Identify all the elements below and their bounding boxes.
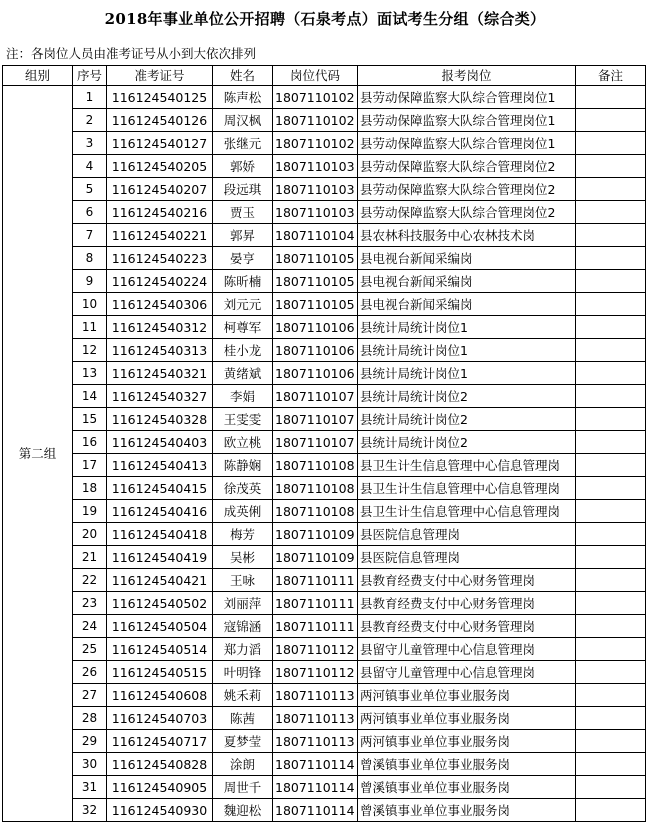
post-cell: 县劳动保障监察大队综合管理岗位1 xyxy=(358,86,576,109)
remark-cell xyxy=(576,454,646,477)
exam-id-cell: 116124540306 xyxy=(107,293,213,316)
post-code-cell: 1807110107 xyxy=(273,431,358,454)
post-cell: 县教育经费支付中心财务管理岗 xyxy=(358,569,576,592)
header-post: 报考岗位 xyxy=(358,66,576,86)
name-cell: 陈昕楠 xyxy=(213,270,273,293)
name-cell: 叶明锋 xyxy=(213,661,273,684)
post-cell: 县劳动保障监察大队综合管理岗位2 xyxy=(358,155,576,178)
remark-cell xyxy=(576,431,646,454)
post-code-cell: 1807110107 xyxy=(273,385,358,408)
seq-cell: 11 xyxy=(73,316,107,339)
exam-id-cell: 116124540415 xyxy=(107,477,213,500)
header-seq: 序号 xyxy=(73,66,107,86)
table-row xyxy=(3,132,646,155)
post-cell: 曾溪镇事业单位事业服务岗 xyxy=(358,799,576,822)
table-row xyxy=(3,86,646,109)
exam-id-cell: 116124540313 xyxy=(107,339,213,362)
exam-id-cell: 116124540327 xyxy=(107,385,213,408)
post-code-cell: 1807110114 xyxy=(273,799,358,822)
seq-cell: 13 xyxy=(73,362,107,385)
remark-cell xyxy=(576,339,646,362)
seq-cell: 12 xyxy=(73,339,107,362)
post-cell: 两河镇事业单位事业服务岗 xyxy=(358,684,576,707)
table-row xyxy=(3,201,646,224)
table-row xyxy=(3,408,646,431)
post-cell: 曾溪镇事业单位事业服务岗 xyxy=(358,776,576,799)
sort-note: 注：各岗位人员由准考证号从小到大依次排列 xyxy=(6,46,257,61)
table-row xyxy=(3,546,646,569)
seq-cell: 28 xyxy=(73,707,107,730)
name-cell: 刘元元 xyxy=(213,293,273,316)
seq-cell: 9 xyxy=(73,270,107,293)
name-cell: 郑力滔 xyxy=(213,638,273,661)
candidate-table xyxy=(2,65,646,822)
seq-cell: 3 xyxy=(73,132,107,155)
name-cell: 寇锦涵 xyxy=(213,615,273,638)
exam-id-cell: 116124540828 xyxy=(107,753,213,776)
post-cell: 曾溪镇事业单位事业服务岗 xyxy=(358,753,576,776)
name-cell: 晏亨 xyxy=(213,247,273,270)
table-row xyxy=(3,339,646,362)
exam-id-cell: 116124540321 xyxy=(107,362,213,385)
exam-id-cell: 116124540127 xyxy=(107,132,213,155)
exam-id-cell: 116124540224 xyxy=(107,270,213,293)
table-row xyxy=(3,431,646,454)
post-code-cell: 1807110112 xyxy=(273,638,358,661)
remark-cell xyxy=(576,776,646,799)
table-row xyxy=(3,753,646,776)
remark-cell xyxy=(576,684,646,707)
seq-cell: 8 xyxy=(73,247,107,270)
post-cell: 县电视台新闻采编岗 xyxy=(358,293,576,316)
seq-cell: 15 xyxy=(73,408,107,431)
remark-cell xyxy=(576,615,646,638)
table-row xyxy=(3,155,646,178)
exam-id-cell: 116124540502 xyxy=(107,592,213,615)
header-group: 组别 xyxy=(3,66,73,86)
seq-cell: 24 xyxy=(73,615,107,638)
table-header-row xyxy=(3,66,646,86)
post-code-cell: 1807110105 xyxy=(273,270,358,293)
seq-cell: 19 xyxy=(73,500,107,523)
table-row xyxy=(3,477,646,500)
document-title: 2018年事业单位公开招聘（石泉考点）面试考生分组（综合类） xyxy=(104,10,546,28)
seq-cell: 14 xyxy=(73,385,107,408)
name-cell: 梅芳 xyxy=(213,523,273,546)
post-code-cell: 1807110108 xyxy=(273,500,358,523)
post-cell: 县卫生计生信息管理中心信息管理岗 xyxy=(358,454,576,477)
table-row xyxy=(3,385,646,408)
header-post-code: 岗位代码 xyxy=(273,66,358,86)
name-cell: 郭娇 xyxy=(213,155,273,178)
post-code-cell: 1807110105 xyxy=(273,247,358,270)
post-code-cell: 1807110106 xyxy=(273,362,358,385)
post-cell: 县电视台新闻采编岗 xyxy=(358,247,576,270)
name-cell: 魏迎松 xyxy=(213,799,273,822)
name-cell: 段远琪 xyxy=(213,178,273,201)
name-cell: 桂小龙 xyxy=(213,339,273,362)
remark-cell xyxy=(576,753,646,776)
post-cell: 两河镇事业单位事业服务岗 xyxy=(358,730,576,753)
post-code-cell: 1807110111 xyxy=(273,592,358,615)
name-cell: 陈茜 xyxy=(213,707,273,730)
name-cell: 黄绪斌 xyxy=(213,362,273,385)
name-cell: 贾玉 xyxy=(213,201,273,224)
remark-cell xyxy=(576,500,646,523)
exam-id-cell: 116124540328 xyxy=(107,408,213,431)
remark-cell xyxy=(576,477,646,500)
seq-cell: 30 xyxy=(73,753,107,776)
table-row xyxy=(3,293,646,316)
seq-cell: 5 xyxy=(73,178,107,201)
table-row xyxy=(3,178,646,201)
exam-id-cell: 116124540608 xyxy=(107,684,213,707)
exam-id-cell: 116124540421 xyxy=(107,569,213,592)
name-cell: 徐茂英 xyxy=(213,477,273,500)
post-cell: 县统计局统计岗位2 xyxy=(358,408,576,431)
exam-id-cell: 116124540419 xyxy=(107,546,213,569)
exam-id-cell: 116124540223 xyxy=(107,247,213,270)
exam-id-cell: 116124540221 xyxy=(107,224,213,247)
name-cell: 柯尊军 xyxy=(213,316,273,339)
post-cell: 县电视台新闻采编岗 xyxy=(358,270,576,293)
exam-id-cell: 116124540126 xyxy=(107,109,213,132)
post-code-cell: 1807110103 xyxy=(273,201,358,224)
seq-cell: 6 xyxy=(73,201,107,224)
remark-cell xyxy=(576,86,646,109)
post-cell: 县劳动保障监察大队综合管理岗位1 xyxy=(358,109,576,132)
exam-id-cell: 116124540403 xyxy=(107,431,213,454)
name-cell: 陈声松 xyxy=(213,86,273,109)
exam-id-cell: 116124540216 xyxy=(107,201,213,224)
post-cell: 县卫生计生信息管理中心信息管理岗 xyxy=(358,477,576,500)
post-cell: 县农林科技服务中心农林技术岗 xyxy=(358,224,576,247)
exam-id-cell: 116124540703 xyxy=(107,707,213,730)
name-cell: 夏梦莹 xyxy=(213,730,273,753)
remark-cell xyxy=(576,270,646,293)
exam-id-cell: 116124540125 xyxy=(107,86,213,109)
table-row xyxy=(3,270,646,293)
exam-id-cell: 116124540717 xyxy=(107,730,213,753)
post-code-cell: 1807110109 xyxy=(273,523,358,546)
exam-id-cell: 116124540413 xyxy=(107,454,213,477)
table-row xyxy=(3,592,646,615)
exam-id-cell: 116124540515 xyxy=(107,661,213,684)
seq-cell: 16 xyxy=(73,431,107,454)
post-cell: 县劳动保障监察大队综合管理岗位2 xyxy=(358,201,576,224)
remark-cell xyxy=(576,799,646,822)
seq-cell: 1 xyxy=(73,86,107,109)
remark-cell xyxy=(576,523,646,546)
post-cell: 县教育经费支付中心财务管理岗 xyxy=(358,592,576,615)
post-code-cell: 1807110113 xyxy=(273,730,358,753)
seq-cell: 31 xyxy=(73,776,107,799)
remark-cell xyxy=(576,293,646,316)
remark-cell xyxy=(576,569,646,592)
post-code-cell: 1807110108 xyxy=(273,477,358,500)
seq-cell: 22 xyxy=(73,569,107,592)
header-remark: 备注 xyxy=(576,66,646,86)
remark-cell xyxy=(576,362,646,385)
header-name: 姓名 xyxy=(213,66,273,86)
seq-cell: 27 xyxy=(73,684,107,707)
post-code-cell: 1807110103 xyxy=(273,155,358,178)
name-cell: 成英俐 xyxy=(213,500,273,523)
post-code-cell: 1807110102 xyxy=(273,132,358,155)
remark-cell xyxy=(576,707,646,730)
remark-cell xyxy=(576,316,646,339)
name-cell: 欧立桃 xyxy=(213,431,273,454)
table-row xyxy=(3,109,646,132)
table-row xyxy=(3,615,646,638)
exam-id-cell: 116124540205 xyxy=(107,155,213,178)
post-cell: 县劳动保障监察大队综合管理岗位2 xyxy=(358,178,576,201)
seq-cell: 25 xyxy=(73,638,107,661)
remark-cell xyxy=(576,155,646,178)
exam-id-cell: 116124540418 xyxy=(107,523,213,546)
table-row xyxy=(3,523,646,546)
post-code-cell: 1807110109 xyxy=(273,546,358,569)
seq-cell: 10 xyxy=(73,293,107,316)
remark-cell xyxy=(576,224,646,247)
exam-id-cell: 116124540416 xyxy=(107,500,213,523)
post-code-cell: 1807110111 xyxy=(273,569,358,592)
name-cell: 郭昇 xyxy=(213,224,273,247)
seq-cell: 18 xyxy=(73,477,107,500)
table-row xyxy=(3,454,646,477)
post-code-cell: 1807110113 xyxy=(273,707,358,730)
table-row xyxy=(3,684,646,707)
table-row xyxy=(3,707,646,730)
remark-cell xyxy=(576,730,646,753)
name-cell: 张继元 xyxy=(213,132,273,155)
seq-cell: 7 xyxy=(73,224,107,247)
table-row xyxy=(3,638,646,661)
post-cell: 县统计局统计岗位2 xyxy=(358,431,576,454)
post-code-cell: 1807110114 xyxy=(273,753,358,776)
post-cell: 两河镇事业单位事业服务岗 xyxy=(358,707,576,730)
post-code-cell: 1807110108 xyxy=(273,454,358,477)
table-row xyxy=(3,799,646,822)
seq-cell: 32 xyxy=(73,799,107,822)
seq-cell: 23 xyxy=(73,592,107,615)
seq-cell: 17 xyxy=(73,454,107,477)
remark-cell xyxy=(576,385,646,408)
seq-cell: 21 xyxy=(73,546,107,569)
post-cell: 县留守儿童管理中心信息管理岗 xyxy=(358,661,576,684)
remark-cell xyxy=(576,201,646,224)
exam-id-cell: 116124540514 xyxy=(107,638,213,661)
remark-cell xyxy=(576,247,646,270)
post-code-cell: 1807110104 xyxy=(273,224,358,247)
name-cell: 陈静娴 xyxy=(213,454,273,477)
name-cell: 吴彬 xyxy=(213,546,273,569)
table-body xyxy=(3,86,646,822)
post-code-cell: 1807110105 xyxy=(273,293,358,316)
post-code-cell: 1807110114 xyxy=(273,776,358,799)
group-cell: 第二组 xyxy=(3,86,73,822)
exam-id-cell: 116124540930 xyxy=(107,799,213,822)
table-row xyxy=(3,500,646,523)
remark-cell xyxy=(576,546,646,569)
post-cell: 县统计局统计岗位1 xyxy=(358,362,576,385)
post-cell: 县统计局统计岗位1 xyxy=(358,339,576,362)
name-cell: 姚禾莉 xyxy=(213,684,273,707)
remark-cell xyxy=(576,178,646,201)
remark-cell xyxy=(576,592,646,615)
name-cell: 李娟 xyxy=(213,385,273,408)
post-code-cell: 1807110106 xyxy=(273,339,358,362)
post-code-cell: 1807110102 xyxy=(273,109,358,132)
remark-cell xyxy=(576,661,646,684)
post-code-cell: 1807110112 xyxy=(273,661,358,684)
post-cell: 县统计局统计岗位1 xyxy=(358,316,576,339)
post-cell: 县教育经费支付中心财务管理岗 xyxy=(358,615,576,638)
post-code-cell: 1807110102 xyxy=(273,86,358,109)
table-row xyxy=(3,247,646,270)
remark-cell xyxy=(576,408,646,431)
name-cell: 王咏 xyxy=(213,569,273,592)
post-code-cell: 1807110111 xyxy=(273,615,358,638)
table-row xyxy=(3,661,646,684)
seq-cell: 29 xyxy=(73,730,107,753)
name-cell: 涂朗 xyxy=(213,753,273,776)
post-cell: 县留守儿童管理中心信息管理岗 xyxy=(358,638,576,661)
name-cell: 周世千 xyxy=(213,776,273,799)
remark-cell xyxy=(576,132,646,155)
exam-id-cell: 116124540207 xyxy=(107,178,213,201)
post-code-cell: 1807110103 xyxy=(273,178,358,201)
name-cell: 刘丽萍 xyxy=(213,592,273,615)
exam-id-cell: 116124540905 xyxy=(107,776,213,799)
table-row xyxy=(3,224,646,247)
seq-cell: 4 xyxy=(73,155,107,178)
table-row xyxy=(3,362,646,385)
post-cell: 县劳动保障监察大队综合管理岗位1 xyxy=(358,132,576,155)
exam-id-cell: 116124540312 xyxy=(107,316,213,339)
exam-id-cell: 116124540504 xyxy=(107,615,213,638)
remark-cell xyxy=(576,638,646,661)
seq-cell: 20 xyxy=(73,523,107,546)
header-exam-id: 准考证号 xyxy=(107,66,213,86)
post-code-cell: 1807110106 xyxy=(273,316,358,339)
name-cell: 王雯雯 xyxy=(213,408,273,431)
name-cell: 周汉枫 xyxy=(213,109,273,132)
table-row xyxy=(3,776,646,799)
remark-cell xyxy=(576,109,646,132)
post-code-cell: 1807110113 xyxy=(273,684,358,707)
post-cell: 县医院信息管理岗 xyxy=(358,523,576,546)
post-cell: 县医院信息管理岗 xyxy=(358,546,576,569)
seq-cell: 26 xyxy=(73,661,107,684)
post-code-cell: 1807110107 xyxy=(273,408,358,431)
post-cell: 县统计局统计岗位2 xyxy=(358,385,576,408)
table-row xyxy=(3,730,646,753)
post-cell: 县卫生计生信息管理中心信息管理岗 xyxy=(358,500,576,523)
seq-cell: 2 xyxy=(73,109,107,132)
table-row xyxy=(3,316,646,339)
table-row xyxy=(3,569,646,592)
